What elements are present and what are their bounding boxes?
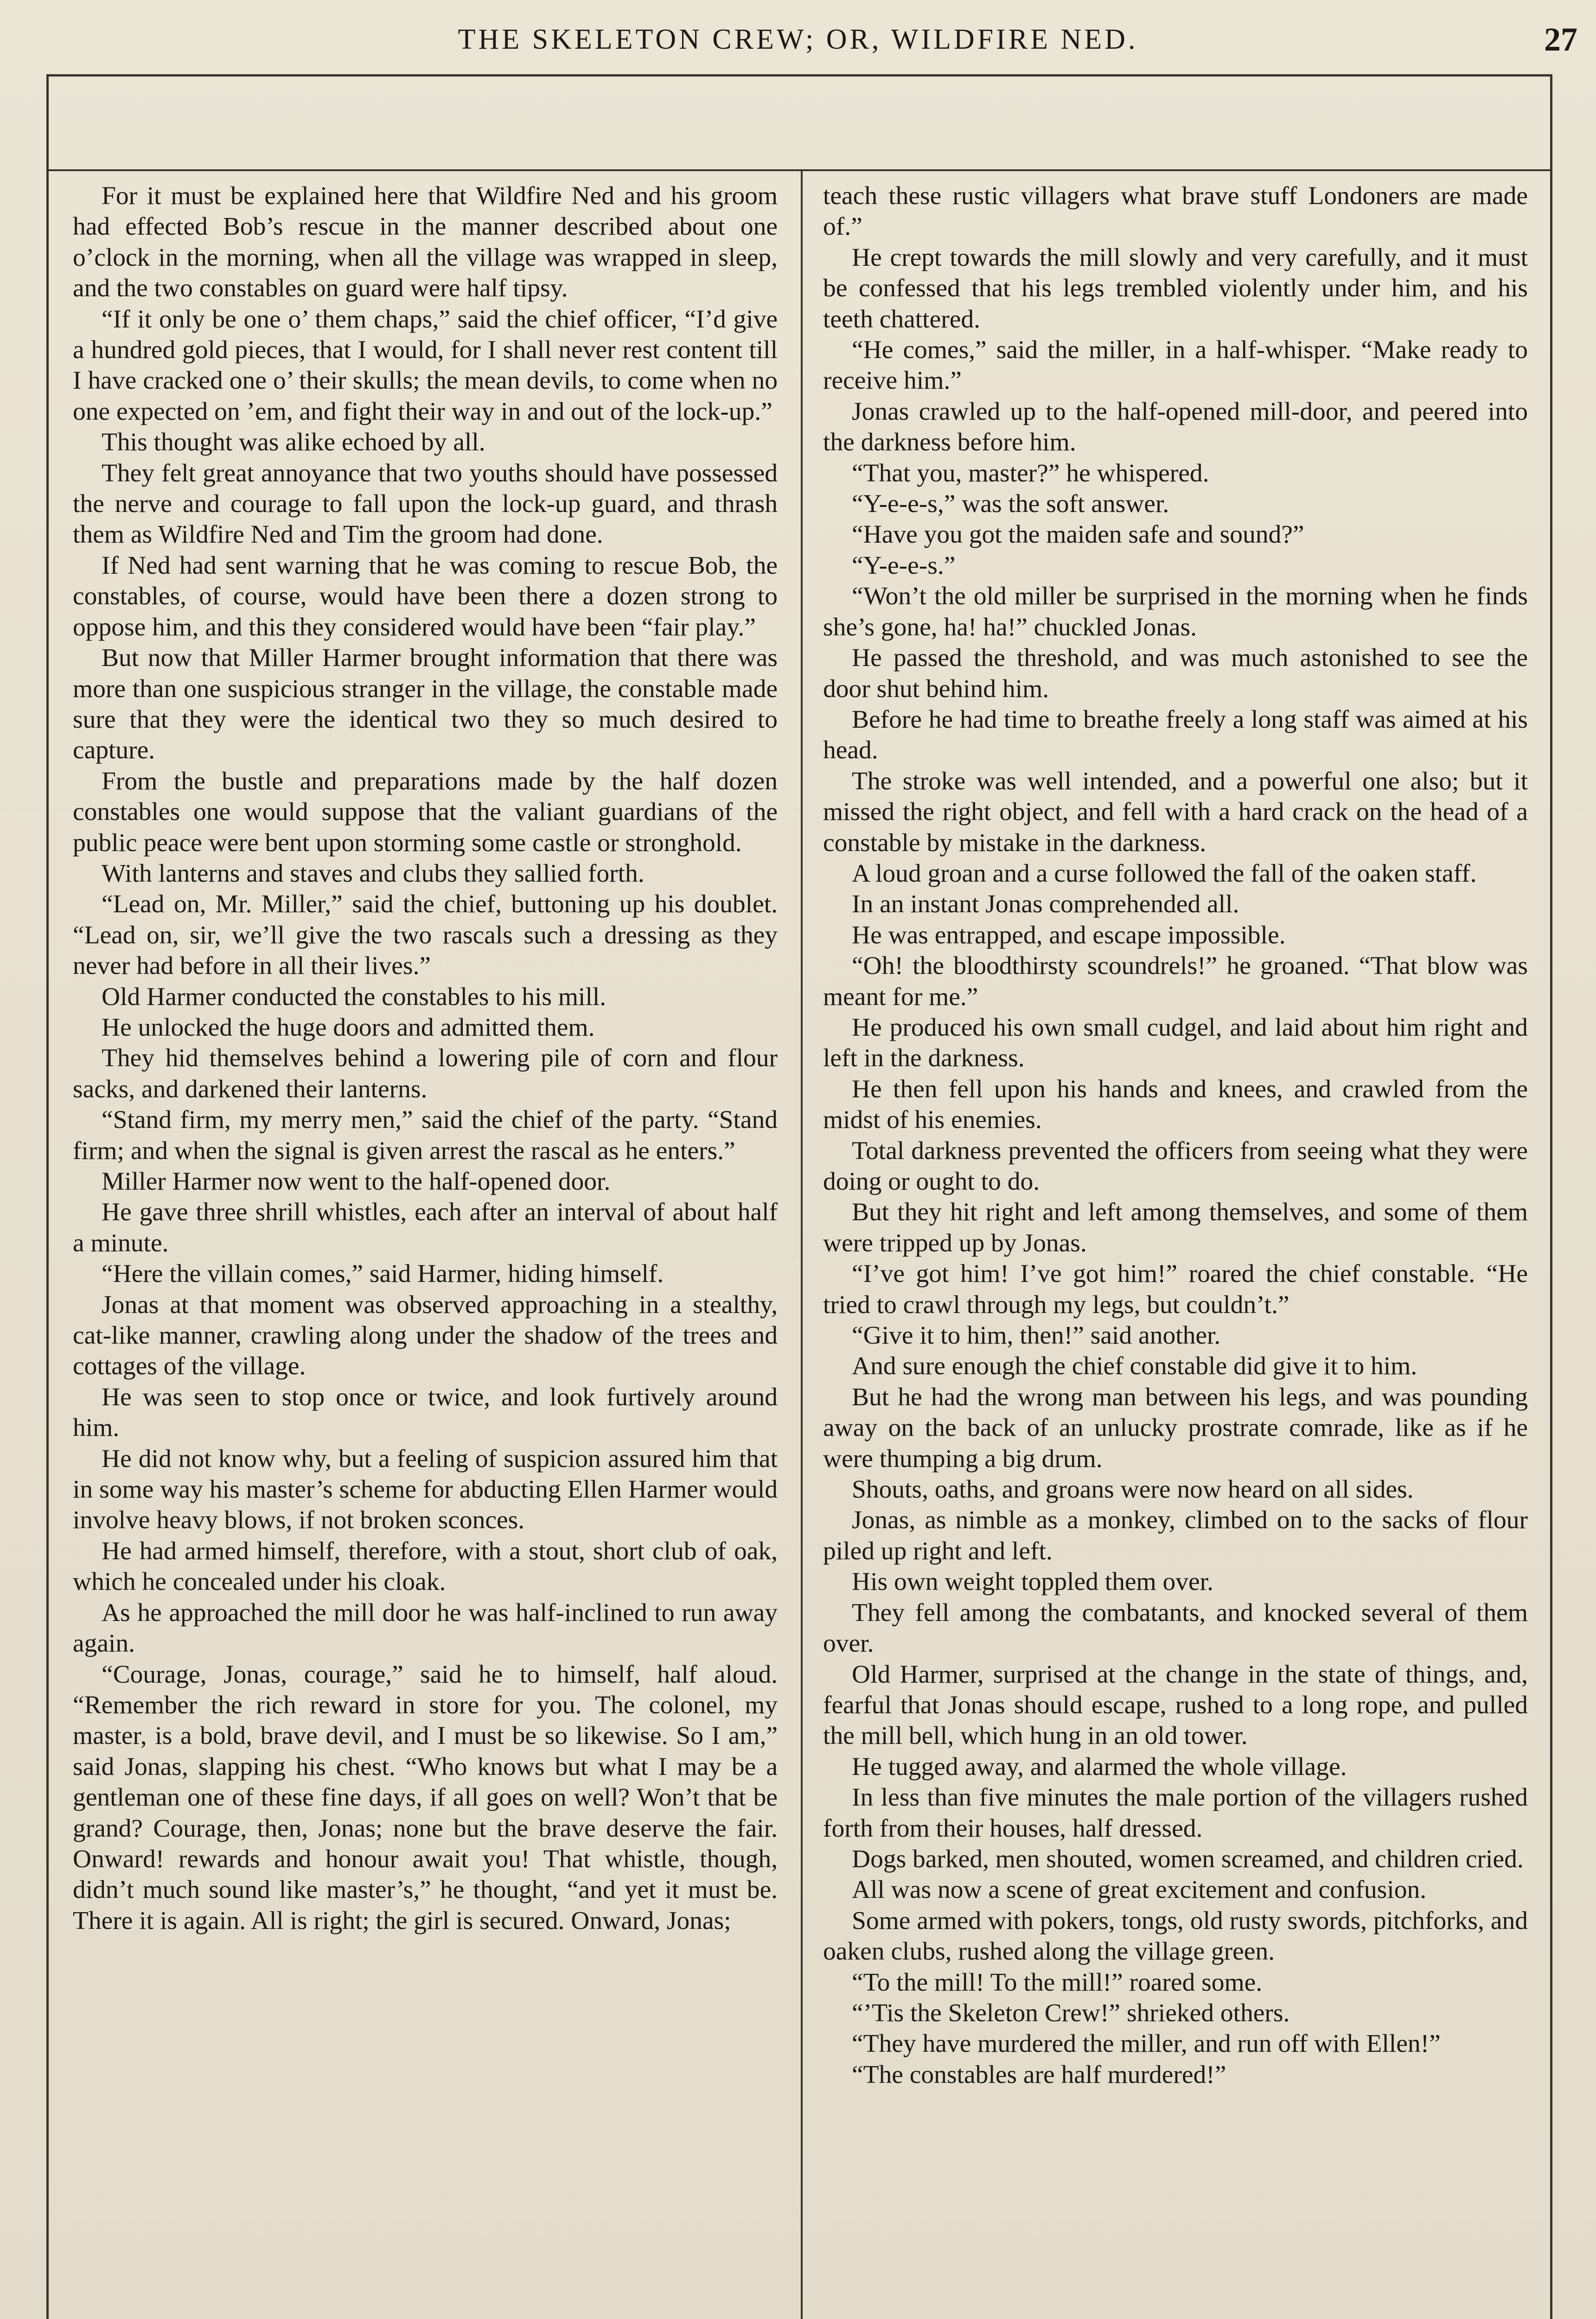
paragraph: Some armed with pokers, tongs, old rusty swords, pitchforks, and oaken clubs, rushed along the village green. [823, 1906, 1528, 1966]
paragraph: But they hit right and left among themselves, and some of them were tripped up by Jonas. [823, 1198, 1528, 1257]
page-number: 27 [1544, 21, 1577, 58]
paragraph: They hid themselves behind a lowering pile of corn and flour sacks, and darkened their lanterns. [73, 1044, 778, 1103]
paragraph: teach these rustic villagers what brave stuff Londoners are made of.” [823, 182, 1528, 241]
paragraph: Before he had time to breathe freely a long staff was aimed at his head. [823, 705, 1528, 765]
paragraph: He unlocked the huge doors and admitted them. [102, 1013, 595, 1042]
paragraph: He was seen to stop once or twice, and look furtively around him. [73, 1383, 778, 1442]
paragraph: He had armed himself, therefore, with a stout, short club of oak, which he concealed under his cloak. [73, 1537, 778, 1596]
paragraph: Jonas at that moment was observed approaching in a stealthy, cat-like manner, crawling along under the shadow of the trees and cottages of the village. [73, 1290, 778, 1381]
paragraph: And sure enough the chief constable did give it to him. [852, 1352, 1417, 1381]
paragraph: “They have murdered the miller, and run off with Ellen!” [852, 2030, 1441, 2058]
paragraph: From the bustle and preparations made by the half dozen constables one would suppose that the valiant guardians of the public peace were bent upon storming some castle or stronghold. [73, 767, 778, 857]
paragraph: “The constables are half murdered!” [852, 2060, 1226, 2089]
paragraph: Total darkness prevented the officers from seeing what they were doing or ought to do. [823, 1136, 1528, 1196]
paragraph: For it must be explained here that Wildfire Ned and his groom had effected Bob’s rescue in the manner described about one o’clock in the morning, when all the village was wrapped in sleep, and the two constables on guard were half tipsy. [73, 182, 778, 303]
paragraph: But he had the wrong man between his legs, and was pounding away on the back of an unlucky prostrate comrade, like as if he were thumping a big drum. [823, 1383, 1528, 1473]
paragraph: In less than five minutes the male portion of the villagers rushed forth from their houses, half dressed. [823, 1783, 1528, 1843]
paragraph: “Stand firm, my merry men,” said the chief of the party. “Stand firm; and when the signal is given arrest the rascal as he enters.” [73, 1106, 778, 1165]
paragraph: They felt great annoyance that two youths should have possessed the nerve and courage to fall upon the lock-up guard, and thrash them as Wildfire Ned and Tim the groom had done. [73, 459, 778, 549]
paragraph: He then fell upon his hands and knees, and crawled from the midst of his enemies. [823, 1075, 1528, 1134]
column-divider [801, 171, 803, 2319]
paragraph: Miller Harmer now went to the half-opened door. [102, 1167, 611, 1196]
paragraph: “Y-e-e-s.” [852, 551, 956, 580]
paragraph: If Ned had sent warning that he was coming to rescue Bob, the constables, of course, would have been there a dozen strong to oppose him, and this they considered would have been “fair play.” [73, 551, 778, 641]
paragraph: He tugged away, and alarmed the whole village. [852, 1752, 1347, 1781]
paragraph: A loud groan and a curse followed the fall of the oaken staff. [852, 859, 1477, 888]
paragraph: His own weight toppled them over. [852, 1568, 1213, 1596]
paragraph: “I’ve got him! I’ve got him!” roared the chief constable. “He tried to crawl through my legs, but couldn’t.” [823, 1260, 1528, 1319]
paragraph: But now that Miller Harmer brought information that there was more than one suspicious stranger in the village, the constable made sure that they were the identical two they so much desired to capture. [73, 644, 778, 765]
paragraph: He was entrapped, and escape impossible. [852, 921, 1286, 949]
paragraph: With lanterns and staves and clubs they sallied forth. [102, 859, 645, 888]
running-title: THE SKELETON CREW; OR, WILDFIRE NED. [458, 24, 1138, 55]
paragraph: He did not know why, but a feeling of suspicion assured him that in some way his master’s scheme for abducting Ellen Harmer would involve heavy blows, if not broken sconces. [73, 1444, 778, 1535]
paragraph: He gave three shrill whistles, each after an interval of about half a minute. [73, 1198, 778, 1257]
paragraph: Dogs barked, men shouted, women screamed, and children cried. [852, 1845, 1524, 1873]
paragraph: He crept towards the mill slowly and very carefully, and it must be confessed that his legs trembled violently under him, and his teeth chattered. [823, 243, 1528, 333]
paragraph: “That you, master?” he whispered. [852, 459, 1209, 487]
paragraph: “Oh! the bloodthirsty scoundrels!” he groaned. “That blow was meant for me.” [823, 952, 1528, 1011]
paragraph: “’Tis the Skeleton Crew!” shrieked others. [852, 1999, 1290, 2027]
paragraph: In an instant Jonas comprehended all. [852, 890, 1239, 919]
paragraph: As he approached the mill door he was half-inclined to run away again. [73, 1598, 778, 1658]
running-header [0, 14, 1596, 60]
header-rule [49, 169, 1550, 171]
right-column [823, 181, 1528, 2319]
paragraph: He produced his own small cudgel, and laid about him right and left in the darkness. [823, 1013, 1528, 1073]
paragraph: “Have you got the maiden safe and sound?” [852, 520, 1304, 549]
paragraph: “If it only be one o’ them chaps,” said the chief officer, “I’d give a hundred gold pieces, that I would, for I shall never rest content till I have cracked one o’ their skulls; the mean devils, to come when no one expected on ’em, and fight their way in and out of the lock-up.” [73, 305, 778, 426]
paragraph: “To the mill! To the mill!” roared some. [852, 1968, 1263, 1997]
paragraph: “Won’t the old miller be surprised in the morning when he finds she’s gone, ha! ha!” chuckled Jonas. [823, 582, 1528, 641]
left-column [73, 181, 778, 2319]
paragraph: They fell among the combatants, and knocked several of them over. [823, 1598, 1528, 1658]
paragraph: Old Harmer conducted the constables to his mill. [102, 982, 606, 1011]
paragraph: The stroke was well intended, and a powerful one also; but it missed the right object, and fell with a hard crack on the head of a constable by mistake in the darkness. [823, 767, 1528, 857]
paragraph: Jonas crawled up to the half-opened mill-door, and peered into the darkness before him. [823, 397, 1528, 457]
paragraph: All was now a scene of great excitement and confusion. [852, 1876, 1427, 1904]
paragraph: “Y-e-e-s,” was the soft answer. [852, 490, 1169, 519]
paragraph: “Lead on, Mr. Miller,” said the chief, buttoning up his doublet. “Lead on, sir, we’ll give the two rascals such a dressing as they never had before in all their lives.” [73, 890, 778, 980]
paragraph: “Courage, Jonas, courage,” said he to himself, half aloud. “Remember the rich reward in store for you. The colonel, my master, is a bold, brave devil, and I must be so likewise. So I am,” said Jonas, slapping his chest. “Who knows but what I may be a gentleman one of these fine days, if all goes on well? Won’t that be grand? Courage, then, Jonas; none but the brave deserve the fair. Onward! rewards and honour await you! That whistle, though, didn’t much sound like master’s,” he thought, “and yet it must be. There it is again. All is right; the girl is secured. Onward, Jonas; [73, 1660, 778, 1935]
paragraph: Old Harmer, surprised at the change in the state of things, and, fearful that Jonas should escape, rushed to a long rope, and pulled the mill bell, which hung in an old tower. [823, 1660, 1528, 1750]
paragraph: Shouts, oaths, and groans were now heard on all sides. [852, 1475, 1414, 1504]
paragraph: “Give it to him, then!” said another. [852, 1321, 1221, 1350]
paragraph: Jonas, as nimble as a monkey, climbed on to the sacks of flour piled up right and left. [823, 1506, 1528, 1565]
paragraph: “Here the villain comes,” said Harmer, hiding himself. [102, 1260, 664, 1288]
text-frame [46, 74, 1552, 2319]
paragraph: This thought was alike echoed by all. [102, 428, 485, 457]
paragraph: “He comes,” said the miller, in a half-whisper. “Make ready to receive him.” [823, 336, 1528, 395]
paragraph: He passed the threshold, and was much astonished to see the door shut behind him. [823, 644, 1528, 703]
